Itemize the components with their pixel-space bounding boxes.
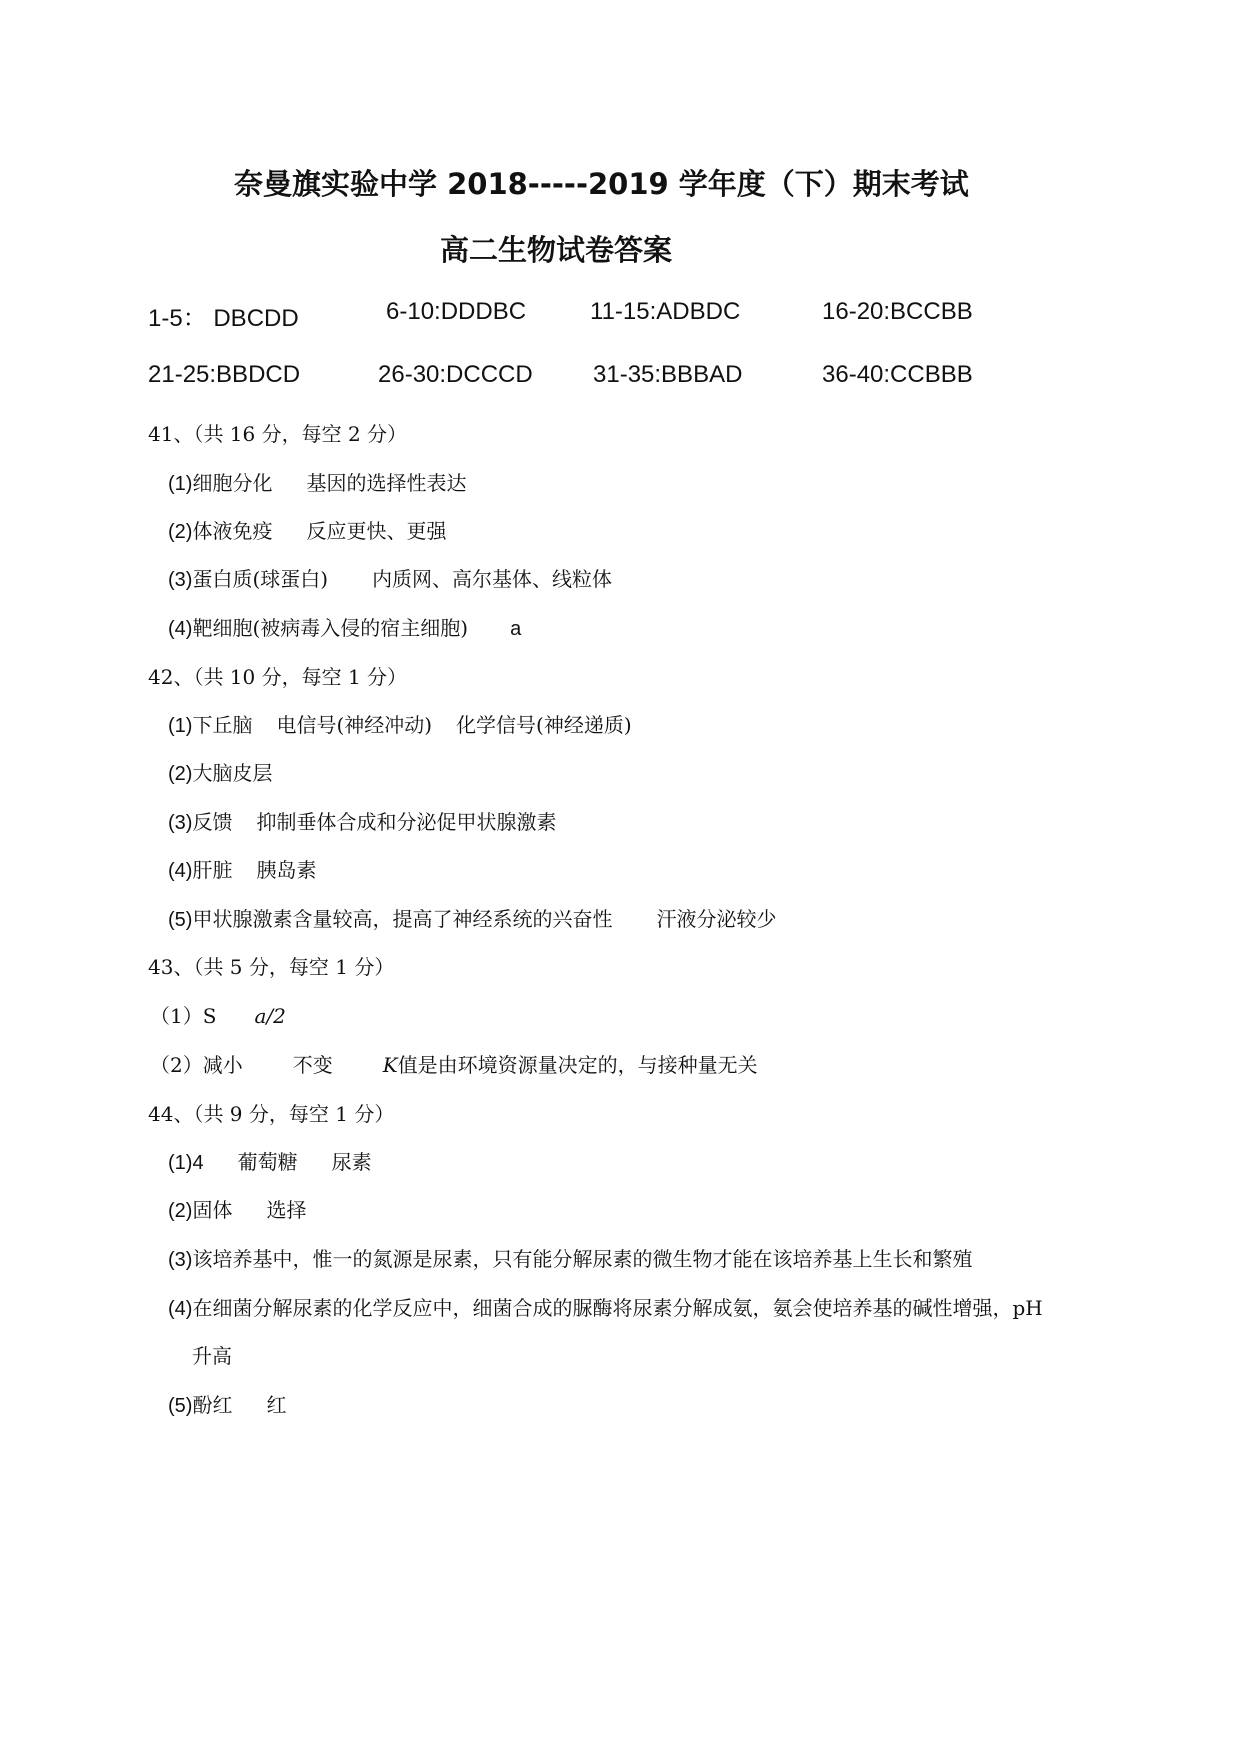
q42-header: 42、（共 10 分，每空 1 分） — [148, 665, 408, 689]
mc-answer: 6-10:DDDBC — [386, 298, 527, 325]
answer-text: 选择 — [266, 1198, 307, 1222]
mc-answer: 21-25:BBDCD — [148, 361, 301, 388]
answer-text: a — [510, 618, 522, 640]
answer-text: 该培养基中，惟一的氮源是尿素，只有能分解尿素的微生物才能在该培养基上生长和繁殖 — [192, 1247, 973, 1271]
q41-item-1 — [168, 467, 466, 496]
q43-item-1 — [150, 1000, 286, 1029]
q44-item-2 — [168, 1194, 306, 1223]
q42-item-3 — [168, 806, 556, 835]
q41-header: 41、（共 16 分，每空 2 分） — [148, 422, 408, 446]
answer-text: 靶细胞(被病毒入侵的宿主细胞) — [192, 616, 469, 640]
q44-item-4-cont: 升高 — [192, 1344, 232, 1368]
mc-answer: 36-40:CCBBB — [822, 361, 973, 388]
item-number: (4) — [168, 1298, 193, 1320]
answer-text: 4 — [192, 1152, 204, 1174]
answer-text: 不变 — [292, 1053, 333, 1077]
answer-text: 体液免疫 — [192, 519, 273, 543]
answer-text: 胰岛素 — [256, 858, 317, 882]
answer-text: 尿素 — [331, 1150, 372, 1174]
answer-text: 甲状腺激素含量较高，提高了神经系统的兴奋性 — [192, 907, 613, 931]
mc-answer: 11-15:ADBDC — [590, 298, 741, 325]
answer-text: 蛋白质(球蛋白) — [192, 567, 329, 591]
q41-item-3 — [168, 563, 612, 592]
answer-text: K — [382, 1053, 398, 1077]
item-number: (3) — [168, 1249, 193, 1271]
answer-text: 细胞分化 — [192, 471, 273, 495]
q42-item-5 — [168, 903, 776, 932]
answer-text: 电信号(神经冲动) — [276, 713, 433, 737]
answer-text: 反应更快、更强 — [306, 519, 447, 543]
q44-item-5 — [168, 1389, 286, 1418]
q44-item-3 — [168, 1243, 972, 1272]
answer-text: a/2 — [254, 1004, 286, 1028]
q44-item-4 — [168, 1292, 1043, 1321]
item-number: （2） — [150, 1053, 203, 1077]
item-number: (4) — [168, 860, 193, 882]
item-number: (1) — [168, 473, 193, 495]
answer-text: 反馈 — [192, 810, 233, 834]
item-number: (2) — [168, 521, 193, 543]
q42-item-1 — [168, 709, 632, 738]
answer-text: 抑制垂体合成和分泌促甲状腺激素 — [256, 810, 557, 834]
item-number: (1) — [168, 1152, 193, 1174]
item-number: (2) — [168, 763, 193, 785]
answer-text: 汗液分泌较少 — [656, 907, 777, 931]
q44-item-1 — [168, 1146, 372, 1175]
answer-text: 值是由环境资源量决定的，与接种量无关 — [397, 1053, 758, 1077]
item-number: (5) — [168, 909, 193, 931]
answer-text: 下丘脑 — [192, 713, 253, 737]
answer-text: 化学信号(神经递质) — [456, 713, 632, 737]
mc-answer: 31-35:BBBAD — [593, 361, 743, 388]
q41-item-2 — [168, 515, 446, 544]
q43-header: 43、（共 5 分，每空 1 分） — [148, 955, 395, 979]
mc-answer: 26-30:DCCCD — [378, 361, 533, 388]
exam-subtitle: 高二生物试卷答案 — [440, 233, 673, 267]
q43-item-2 — [150, 1049, 758, 1078]
mc-answer: 16-20:BCCBB — [822, 298, 973, 325]
item-number: (2) — [168, 1200, 193, 1222]
item-number: (5) — [168, 1395, 193, 1417]
q42-item-2 — [168, 757, 272, 786]
answer-text: 葡萄糖 — [237, 1150, 298, 1174]
answer-text: 红 — [266, 1393, 287, 1417]
answer-text: 酚红 — [192, 1393, 233, 1417]
item-number: （1） — [150, 1004, 203, 1028]
answer-text: 大脑皮层 — [192, 761, 273, 785]
q42-item-4 — [168, 854, 316, 883]
answer-text: 在细菌分解尿素的化学反应中，细菌合成的脲酶将尿素分解成氨，氨会使培养基的碱性增强，pH — [192, 1296, 1043, 1320]
exam-title: 奈曼旗实验中学 2018-----2019 学年度（下）期末考试 — [234, 167, 969, 201]
answer-text: 减小 — [202, 1053, 243, 1077]
answer-text: S — [202, 1004, 217, 1028]
item-number: (1) — [168, 715, 193, 737]
q44-header: 44、（共 9 分，每空 1 分） — [148, 1102, 395, 1126]
item-number: (3) — [168, 569, 193, 591]
mc-answer: 1-5： DBCDD — [148, 305, 299, 332]
answer-text: 基因的选择性表达 — [306, 471, 467, 495]
q41-item-4 — [168, 612, 521, 641]
answer-text: 固体 — [192, 1198, 233, 1222]
item-number: (4) — [168, 618, 193, 640]
answer-text: 肝脏 — [192, 858, 233, 882]
item-number: (3) — [168, 812, 193, 834]
answer-text: 内质网、高尔基体、线粒体 — [372, 567, 613, 591]
